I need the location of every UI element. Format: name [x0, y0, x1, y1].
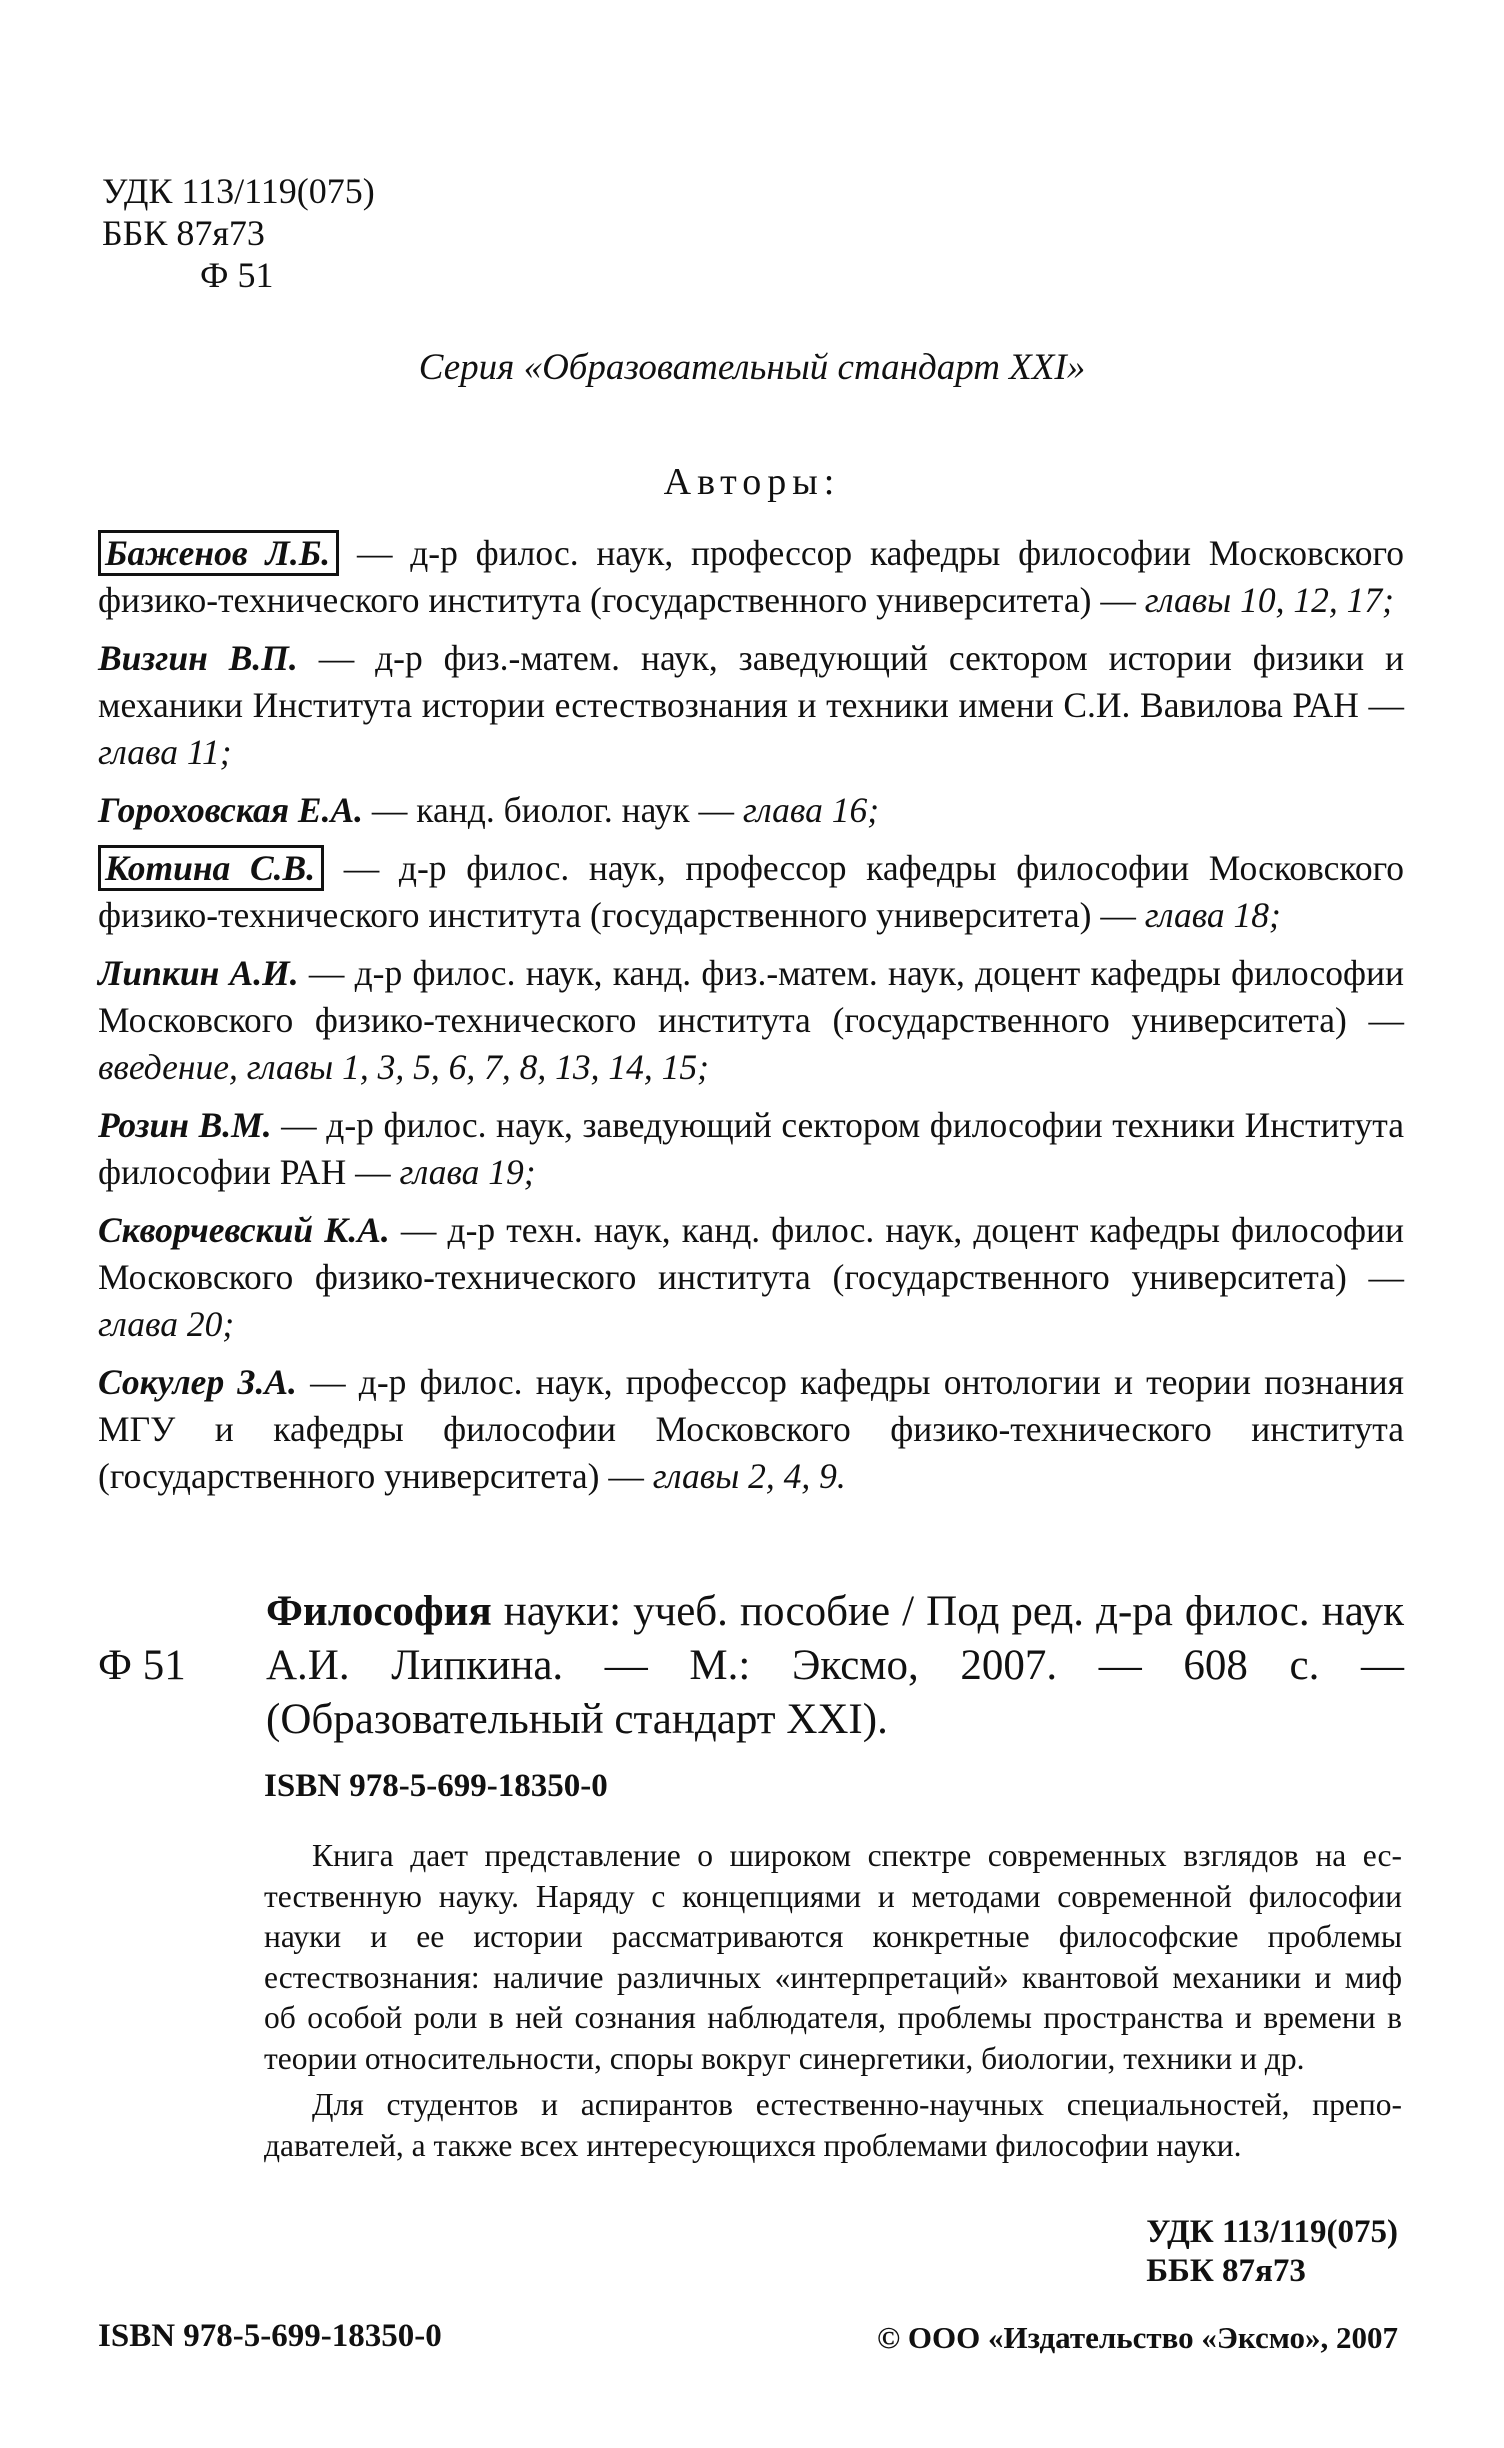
- author-name: Баженов Л.Б.: [98, 530, 339, 576]
- authors-heading: Авторы:: [663, 461, 841, 503]
- author-description: — д-р филос. наук, профессор кафедры онтологии и теории познания МГУ и кафедры философии Московского физико-технического института (государственного университета) —: [98, 1362, 1404, 1496]
- author-description: — д-р филос. наук, канд. физ.-матем. наук, доцент кафедры философии Московского физико-технического института (государственного университета) —: [98, 953, 1404, 1040]
- author-entry: [98, 787, 1404, 834]
- author-description: — д-р филос. наук, профессор кафедры философии Московского физико-технического института (государственного университета) —: [98, 533, 1404, 620]
- footer-isbn: ISBN 978-5-699-18350-0: [98, 2318, 442, 2354]
- author-chapters: глава 19;: [399, 1152, 536, 1192]
- footer-bbk: ББК 87я73: [1146, 2253, 1306, 2289]
- author-chapters: глава 18;: [1144, 895, 1281, 935]
- author-entry: [98, 1359, 1404, 1500]
- book-author-mark: Ф 51: [98, 1642, 186, 1689]
- author-entry: [98, 1102, 1404, 1196]
- author-description: — д-р техн. наук, канд. филос. наук, доцент кафедры философии Московского физико-технического института (государственного университета) —: [98, 1210, 1404, 1297]
- isbn: ISBN 978-5-699-18350-0: [264, 1768, 608, 1804]
- bbk-code: ББК 87я73: [102, 213, 265, 253]
- author-description: — д-р физ.-матем. наук, заведующий сектором истории физики и механики Института истории естествознания и техники имени С.И. Вавилова РАН —: [98, 638, 1404, 725]
- author-description: — д-р филос. наук, заведующий сектором философии техники Института философии РАН —: [98, 1105, 1404, 1192]
- author-name: Липкин А.И.: [98, 953, 299, 993]
- book-title: Философия: [266, 1588, 492, 1635]
- author-name: Гороховская Е.А.: [98, 790, 364, 830]
- author-name: Сокулер З.А.: [98, 1362, 297, 1402]
- annotation-paragraph: Книга дает представление о широком спектре современных взглядов на естественную науку. Наряду с концепциями и методами современной философии науки и ее истории рассматриваются конкретные философские проблемы естествознания: наличие различных «интерпретаций» квантовой механики и миф об особой роли в ней сознания наблюдателя, проблемы пространства и времени в теории относительности, споры вокруг синергетики, биологии, техники и др.: [264, 1838, 1402, 2076]
- annotation: [264, 1836, 1402, 2166]
- author-chapters: введение, главы 1, 3, 5, 6, 7, 8, 13, 14, 15;: [98, 1047, 709, 1087]
- author-chapters: главы 10, 12, 17;: [1144, 580, 1394, 620]
- book-description-block: [266, 1585, 1404, 1747]
- author-entry: [98, 635, 1404, 776]
- author-entry: [98, 1207, 1404, 1348]
- footer-classification: [1146, 2213, 1398, 2291]
- author-chapters: глава 16;: [742, 790, 880, 830]
- author-description: — канд. биолог. наук —: [363, 790, 743, 830]
- authors-list: [98, 530, 1404, 1511]
- author-name: Розин В.М.: [98, 1105, 272, 1145]
- author-chapters: глава 20;: [98, 1304, 235, 1344]
- footer-udk: УДК 113/119(075): [1146, 2214, 1398, 2250]
- copyright-notice: © ООО «Издательство «Эксмо», 2007: [876, 2320, 1398, 2355]
- annotation-paragraph: Для студентов и аспирантов естественно-научных специальностей, преподавателей, а также всех интересующихся проблемами философии науки.: [264, 2087, 1402, 2163]
- udk-code: УДК 113/119(075): [102, 171, 375, 211]
- author-chapters: глава 11;: [98, 732, 232, 772]
- classification-block: [102, 170, 375, 296]
- author-entry: [98, 950, 1404, 1091]
- author-name: Визгин В.П.: [98, 638, 298, 678]
- author-entry: [98, 530, 1404, 624]
- author-chapters: главы 2, 4, 9.: [652, 1456, 846, 1496]
- author-entry: [98, 845, 1404, 939]
- series-title: Серия «Образовательный стандарт XXI»: [418, 347, 1086, 388]
- author-name: Скворчевский К.А.: [98, 1210, 390, 1250]
- book-description: науки: учеб. пособие / Под ред. д-ра филос. наук А.И. Липкина. — М.: Эксмо, 2007. — 608 с. — (Образовательный стандарт XXI).: [266, 1588, 1404, 1743]
- author-description: — д-р филос. наук, профессор кафедры философии Московского физико-технического института (государственного университета) —: [98, 848, 1404, 935]
- bibliographic-record: [98, 1585, 1404, 1747]
- author-mark: Ф 51: [200, 255, 274, 295]
- author-name: Котина С.В.: [98, 845, 324, 891]
